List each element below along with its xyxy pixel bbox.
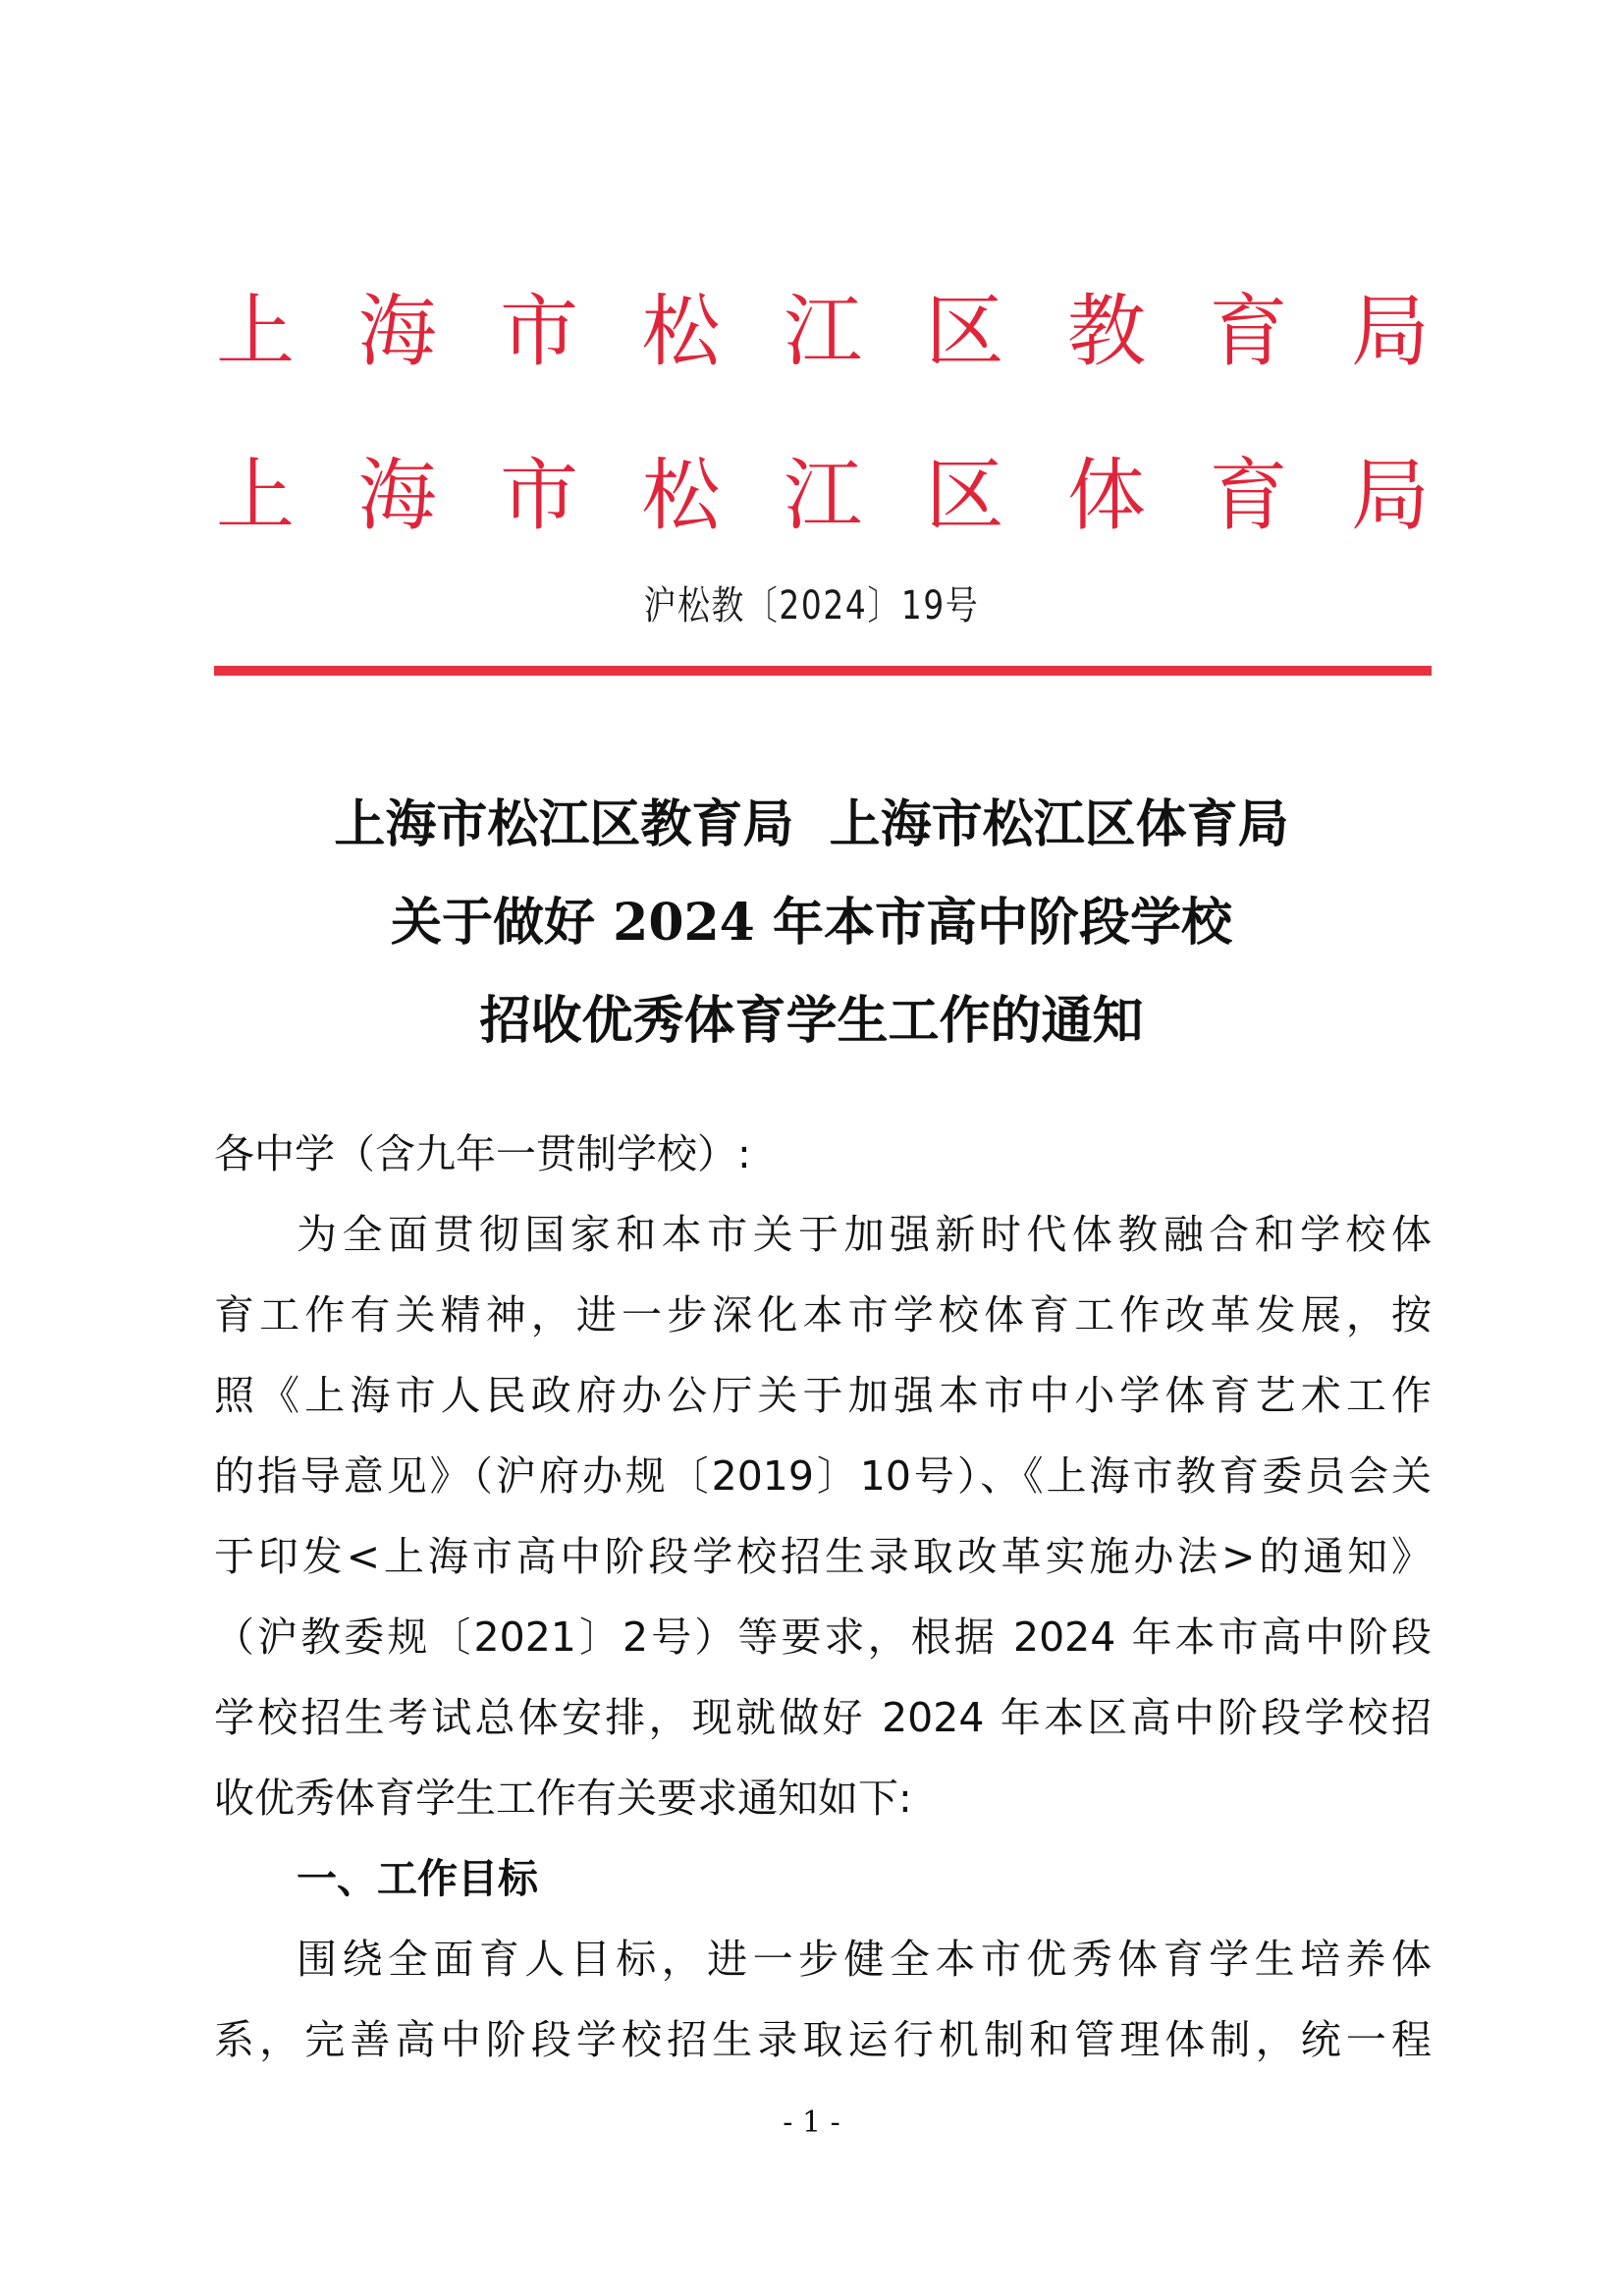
masthead-char: 松 [641,450,721,541]
paragraph-2-line: 围绕全面育人目标，进一步健全本市优秀体育学生培养体 [297,1936,1432,1983]
section-heading-work-goals: 一、工作目标 [297,1855,538,1902]
masthead-char: 市 [500,286,578,377]
masthead-char: 江 [784,286,862,377]
masthead-char: 区 [925,286,1004,377]
red-separator-rule [214,666,1432,676]
paragraph-1-line: 收优秀体育学生工作有关要求通知如下: [214,1775,912,1822]
masthead-char: 市 [500,450,578,541]
masthead-char: 江 [784,450,862,541]
document-number: 沪松教〔2024〕19号 [643,583,980,629]
masthead-education-bureau [214,286,1432,377]
title-line-1: 上海市松江区教育局 上海市松江区体育局 [334,794,1289,854]
masthead-sports-bureau [214,450,1432,541]
paragraph-1-line: 学校招生考试总体安排，现就做好 2024 年本区高中阶段学校招 [214,1694,1432,1741]
masthead-char: 育 [1209,450,1288,541]
masthead-char: 上 [216,450,295,541]
masthead-char: 区 [925,450,1004,541]
paragraph-1-line: 于印发<上海市高中阶段学校招生录取改革实施办法>的通知》 [214,1533,1432,1580]
masthead-char: 局 [1351,286,1430,377]
masthead-char: 教 [1067,286,1146,377]
masthead-char: 上 [216,286,295,377]
paragraph-1-line: （沪教委规〔2021〕2号）等要求，根据 2024 年本市高中阶段 [214,1613,1432,1661]
paragraph-2-line: 系，完善高中阶段学校招生录取运行机制和管理体制，统一程 [214,2016,1432,2063]
title-line-3: 招收优秀体育学生工作的通知 [479,991,1144,1051]
masthead-char: 松 [641,286,721,377]
paragraph-1-line: 的指导意见》（沪府办规〔2019〕10号）、《上海市教育委员会关 [214,1452,1432,1500]
paragraph-1-line: 照《上海市人民政府办公厅关于加强本市中小学体育艺术工作 [214,1372,1432,1419]
masthead-char: 体 [1067,450,1146,541]
paragraph-1-line: 为全面贯彻国家和本市关于加强新时代体教融合和学校体 [297,1211,1432,1258]
title-line-2: 关于做好 2024 年本市高中阶段学校 [391,893,1232,953]
paragraph-1-line: 育工作有关精神，进一步深化本市学校体育工作改革发展，按 [214,1291,1432,1339]
masthead-char: 海 [357,286,437,377]
salutation: 各中学（含九年一贯制学校）: [214,1130,751,1177]
masthead-char: 局 [1351,450,1430,541]
document-title [0,776,1623,1070]
page-number: - 1 - [783,2105,840,2140]
masthead-char: 海 [357,450,437,541]
masthead-char: 育 [1209,286,1288,377]
